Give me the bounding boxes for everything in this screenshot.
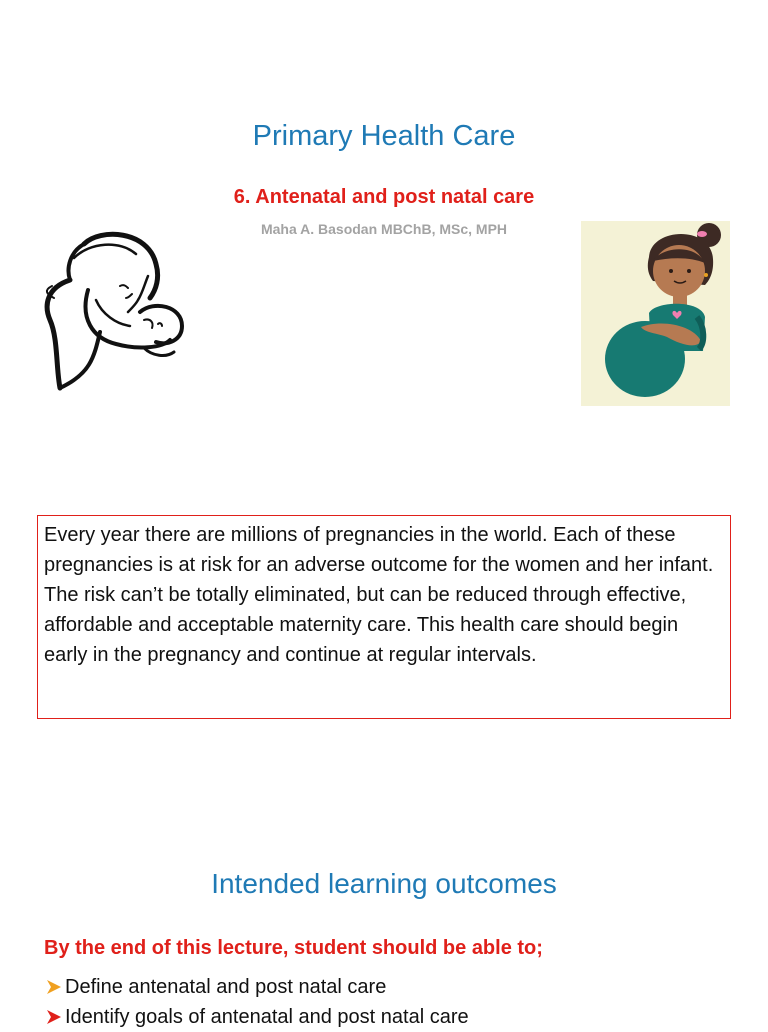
arrowhead-bullet-icon <box>44 977 64 997</box>
slide-title: Primary Health Care <box>252 120 516 152</box>
mother-baby-illustration <box>40 228 190 393</box>
pregnant-woman-illustration <box>581 221 730 406</box>
arrowhead-bullet-icon <box>44 1007 64 1027</box>
list-item <box>44 1002 469 1032</box>
learning-outcomes-lead: By the end of this lecture, student should be able to; <box>44 937 543 959</box>
list-item <box>44 972 469 1002</box>
intro-text-box <box>37 515 731 719</box>
outcome-text: Define antenatal and post natal care <box>65 976 387 998</box>
intro-paragraph: Every year there are millions of pregnancies in the world. Each of these pregnancies is at risk for an adverse outcome for the women and her infant. The risk can’t be totally eliminated, but can be reduced through effective, affordable and acceptable maternity care. This health care should begin early in the pregnancy and continue at regular intervals. <box>44 524 714 666</box>
learning-outcomes-list <box>44 972 469 1032</box>
outcome-text: Identify goals of antenatal and post natal care <box>65 1006 469 1028</box>
slide-subtitle: 6. Antenatal and post natal care <box>233 186 535 208</box>
learning-outcomes-title: Intended learning outcomes <box>211 868 557 899</box>
author-credit: Maha A. Basodan MBChB, MSc, MPH <box>260 221 508 237</box>
